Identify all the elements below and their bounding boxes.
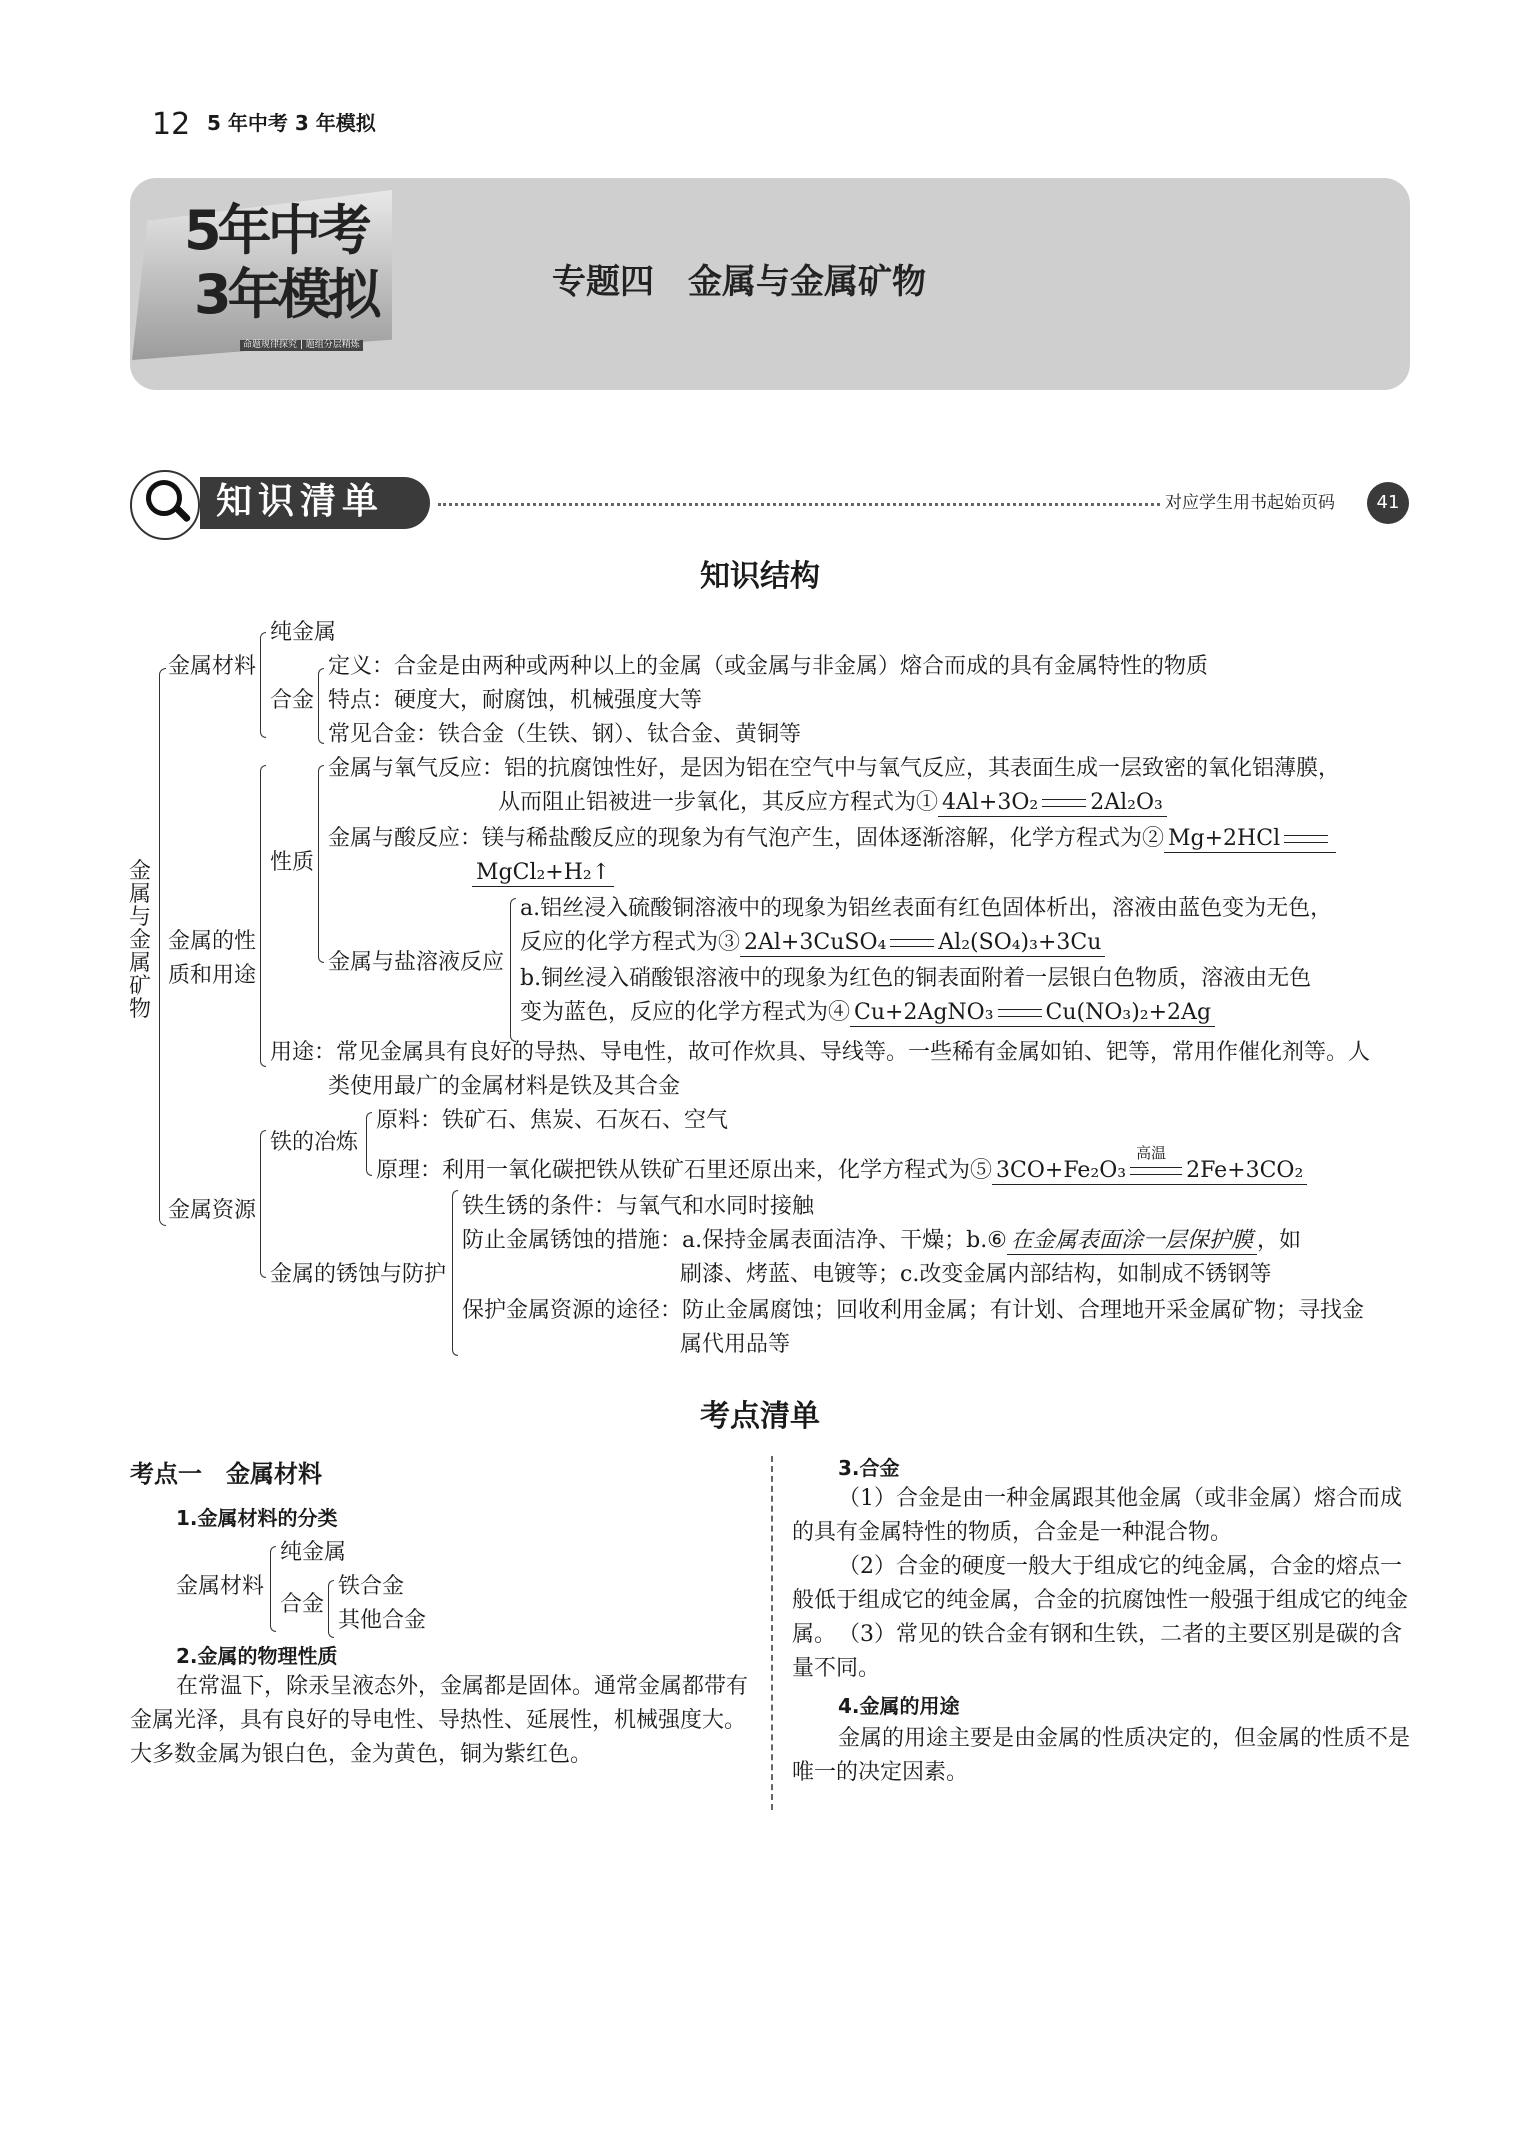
s1-root: 金属材料 — [176, 1574, 265, 1599]
principle-line: 原理：利用一氧化碳把铁从铁矿石里还原出来，化学方程式为⑤ 3CO+Fe₂O₃ 高温 2Fe+3CO₂ — [376, 1160, 1307, 1182]
logo-line2: 3年模拟 — [194, 263, 378, 326]
uses-line2: 类使用最广的金属材料是铁及其合金 — [328, 1074, 681, 1099]
props-uses-line1: 金属的性 — [168, 929, 257, 954]
acid-text: 金属与酸反应：镁与稀盐酸反应的现象为有气泡产生，固体逐渐溶解，化学方程式为② — [328, 826, 1165, 851]
salt-a-line2: 反应的化学方程式为③ 2Al+3CuSO₄ Al₂(SO₄)₃+3Cu — [520, 932, 1105, 954]
logo-subtitle: 命题规律探究 | 题组分层精炼 — [240, 340, 363, 351]
book-title: 5 年中考 3 年模拟 — [207, 111, 376, 135]
pure-metal: 纯金属 — [270, 620, 337, 645]
ref-page-badge — [1367, 482, 1409, 524]
section-header — [130, 470, 430, 536]
equation-2-right: MgCl₂+H₂↑ — [472, 860, 614, 887]
s4-text: 金属的用途主要是由金属的性质决定的，但金属的性质不是唯一的决定因素。 — [792, 1726, 1411, 1785]
root-label: 金属与金属矿物 — [129, 859, 152, 1022]
smelting-label: 铁的冶炼 — [270, 1130, 359, 1155]
equation-2-left: Mg+2HCl — [1164, 826, 1336, 853]
equation-5: 3CO+Fe₂O₃ 高温 2Fe+3CO₂ — [992, 1158, 1307, 1185]
ref-page-number: 41 — [1376, 492, 1400, 513]
rust-label: 金属的锈蚀与防护 — [270, 1262, 447, 1287]
props-label: 性质 — [270, 850, 315, 875]
s2-heading: 2.金属的物理性质 — [176, 1644, 338, 1668]
s2-text: 在常温下，除汞呈液态外，金属都是固体。通常金属都带有金属光泽，具有良好的导电性、导热性、延展性，机械强度大。大多数金属为银白色，金为黄色，铜为紫红色。 — [130, 1674, 749, 1767]
s1-pure: 纯金属 — [280, 1540, 347, 1565]
alloy-feature: 特点：硬度大，耐腐蚀，机械强度大等 — [328, 688, 703, 713]
protect-line2: 属代用品等 — [680, 1332, 791, 1357]
s1-alloy: 合金 — [280, 1592, 325, 1617]
dotted-leader — [438, 503, 1160, 506]
oxygen-line1: 金属与氧气反应：铝的抗腐蚀性好，是因为铝在空气中与氧气反应，其表面生成一层致密的氧化铝薄膜， — [328, 756, 1341, 781]
topic1-heading: 考点一 金属材料 — [130, 1460, 322, 1488]
page-number: 12 — [152, 107, 191, 142]
oxygen-line2 — [498, 792, 1167, 814]
logo-line1: 5年中考 — [184, 199, 368, 262]
s3-para2: （2）合金的硬度一般大于组成它的纯金属，合金的熔点一般低于组成它的纯金属，合金的抗腐蚀性一般强于组成它的纯金属。 — [792, 1554, 1409, 1647]
prevent-answer: 在金属表面涂一层保护膜 — [1007, 1228, 1257, 1255]
uses-line1: 用途：常见金属具有良好的导热、导电性，故可作炊具、导线等。一些稀有金属如铂、钯等，常用作催化剂等。人 — [270, 1040, 1371, 1065]
brand-logo — [132, 190, 402, 370]
props-uses-line2: 质和用途 — [168, 963, 257, 988]
rust-condition: 铁生锈的条件：与氧气和水同时接触 — [462, 1194, 815, 1219]
acid-line1 — [328, 828, 1336, 850]
prevent-line1: 防止金属锈蚀的措施：a.保持金属表面洁净、干燥；b.⑥ 在金属表面涂一层保护膜 ，如 — [462, 1228, 1301, 1253]
s3-para3: （3）常见的铁合金有钢和生铁，二者的主要区别是碳的含量不同。 — [792, 1622, 1402, 1681]
kaodian-heading: 考点清单 — [700, 1399, 820, 1434]
topic-title: 专题四 金属与金属矿物 — [552, 262, 926, 302]
resources-label: 金属资源 — [168, 1198, 257, 1223]
oxygen-text: 从而阻止铝被进一步氧化，其反应方程式为① — [498, 790, 939, 815]
acid-line2 — [472, 862, 614, 884]
equation-1: 4Al+3O₂ 2Al₂O₃ — [938, 790, 1167, 817]
salt-b-line2: 变为蓝色，反应的化学方程式为④ Cu+2AgNO₃ Cu(NO₃)₂+2Ag — [520, 1002, 1215, 1024]
ref-text: 对应学生用书起始页码 — [1165, 493, 1335, 513]
section-title: 知识清单 — [216, 481, 385, 522]
salt-a-line1: a.铝丝浸入硫酸铜溶液中的现象为铝丝表面有红色固体析出，溶液由蓝色变为无色， — [520, 896, 1333, 921]
s3-para1: （1）合金是由一种金属跟其他金属（或非金属）熔合而成的具有金属特性的物质，合金是一种混合物。 — [792, 1486, 1402, 1545]
s1-iron-alloy: 铁合金 — [338, 1574, 405, 1599]
raw-materials: 原料：铁矿石、焦炭、石灰石、空气 — [376, 1108, 729, 1133]
salt-b-line1: b.铜丝浸入硝酸银溶液中的现象为红色的铜表面附着一层银白色物质，溶液由无色 — [520, 966, 1312, 991]
s3-heading: 3.合金 — [838, 1456, 900, 1480]
s1-other-alloy: 其他合金 — [338, 1608, 427, 1633]
prevent-line2: 刷漆、烤蓝、电镀等；c.改变金属内部结构，如制成不锈钢等 — [680, 1262, 1272, 1287]
alloy-definition: 定义：合金是由两种或两种以上的金属（或金属与非金属）熔合而成的具有金属特性的物质 — [328, 654, 1209, 679]
s4-heading: 4.金属的用途 — [838, 1694, 960, 1718]
alloy-label: 合金 — [270, 688, 315, 713]
equation-3: 2Al+3CuSO₄ Al₂(SO₄)₃+3Cu — [740, 930, 1105, 957]
protect-line1: 保护金属资源的途径：防止金属腐蚀；回收利用金属；有计划、合理地开采金属矿物；寻找金 — [462, 1298, 1365, 1323]
alloy-common: 常见合金：铁合金（生铁、钢）、钛合金、黄铜等 — [328, 722, 802, 747]
equation-4: Cu+2AgNO₃ Cu(NO₃)₂+2Ag — [850, 1000, 1215, 1027]
high-temp-condition: 高温 — [1136, 1144, 1167, 1162]
column-divider — [771, 1456, 773, 1810]
salt-label: 金属与盐溶液反应 — [328, 950, 505, 975]
materials-label: 金属材料 — [168, 654, 257, 679]
structure-heading: 知识结构 — [700, 559, 820, 594]
s1-heading: 1.金属材料的分类 — [176, 1506, 338, 1530]
